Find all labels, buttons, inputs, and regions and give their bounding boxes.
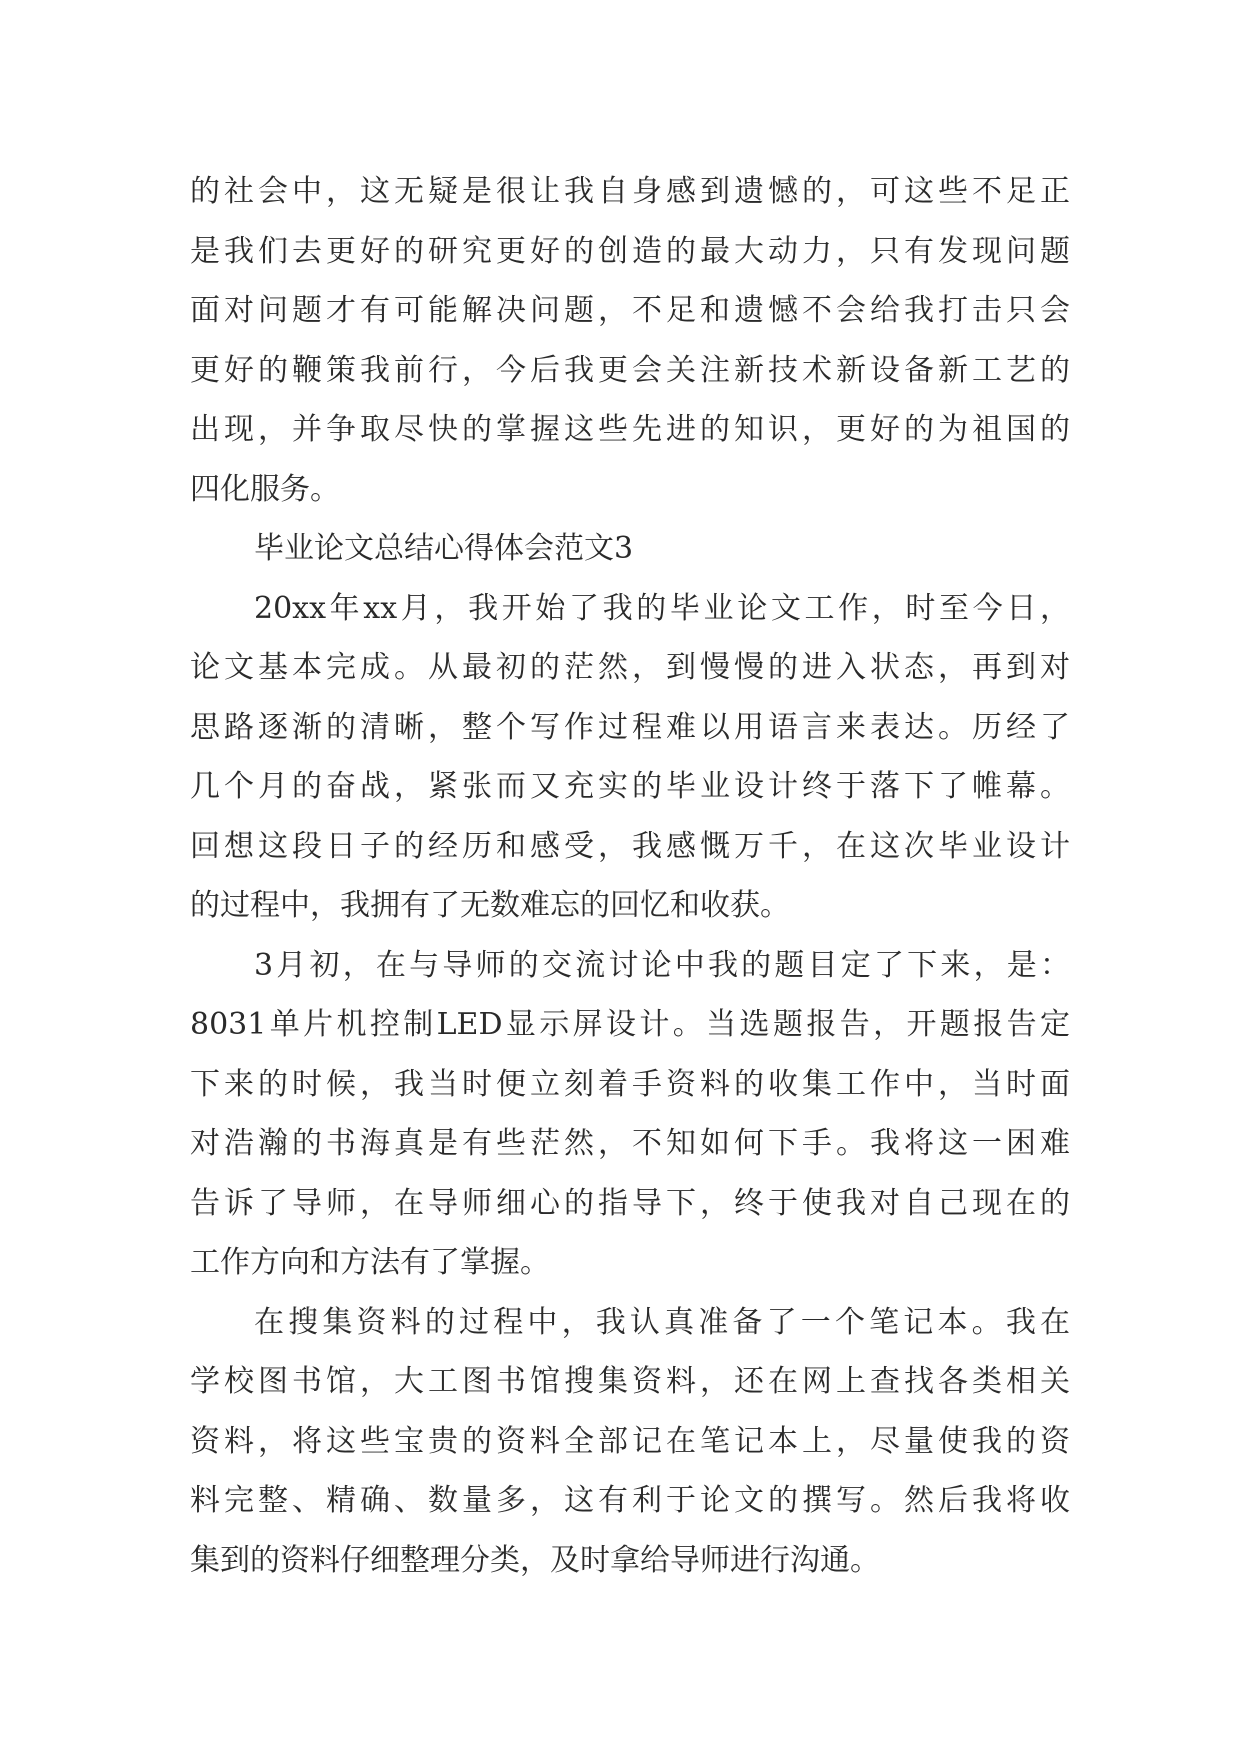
text-line: 论文基本完成。从最初的茫然，到慢慢的进入状态，再到对: [190, 650, 1070, 685]
text-line: 的过程中，我拥有了无数难忘的回忆和收获。: [190, 888, 790, 923]
text-line: 对浩瀚的书海真是有些茫然，不知如何下手。我将这一困难: [190, 1126, 1070, 1161]
section-heading: 毕业论文总结心得体会范文3: [254, 531, 634, 566]
text-line: 的社会中，这无疑是很让我自身感到遗憾的，可这些不足正: [190, 174, 1070, 209]
text-line: 下来的时候，我当时便立刻着手资料的收集工作中，当时面: [190, 1066, 1070, 1102]
text-line: 四化服务。: [190, 471, 340, 507]
text-line: 思路逐渐的清晰，整个写作过程难以用语言来表达。历经了: [190, 709, 1070, 745]
text-line: 工作方向和方法有了掌握。: [190, 1245, 550, 1280]
text-line: 资料，将这些宝贵的资料全部记在笔记本上，尽量使我的资: [190, 1423, 1070, 1459]
text-line: 是我们去更好的研究更好的创造的最大动力，只有发现问题: [190, 233, 1070, 269]
text-line: 在搜集资料的过程中，我认真准备了一个笔记本。我在: [254, 1304, 1070, 1340]
text-line: 20xx年xx月，我开始了我的毕业论文工作，时至今日，: [254, 590, 1070, 626]
text-line: 8031单片机控制LED显示屏设计。当选题报告，开题报告定: [190, 1007, 1070, 1042]
text-line: 面对问题才有可能解决问题，不足和遗憾不会给我打击只会: [190, 293, 1070, 328]
text-line: 更好的鞭策我前行，今后我更会关注新技术新设备新工艺的: [190, 352, 1070, 388]
text-line: 回想这段日子的经历和感受，我感慨万千，在这次毕业设计: [190, 828, 1070, 864]
text-line: 集到的资料仔细整理分类，及时拿给导师进行沟通。: [190, 1542, 880, 1578]
text-line: 出现，并争取尽快的掌握这些先进的知识，更好的为祖国的: [190, 412, 1070, 447]
text-line: 学校图书馆，大工图书馆搜集资料，还在网上查找各类相关: [190, 1364, 1070, 1399]
text-line: 料完整、精确、数量多，这有利于论文的撰写。然后我将收: [190, 1483, 1070, 1518]
text-line: 3月初，在与导师的交流讨论中我的题目定了下来，是：: [254, 947, 1070, 983]
document-body: [190, 162, 1070, 1590]
text-line: 告诉了导师，在导师细心的指导下，终于使我对自己现在的: [190, 1185, 1070, 1221]
text-line: 几个月的奋战，紧张而又充实的毕业设计终于落下了帷幕。: [190, 769, 1070, 804]
